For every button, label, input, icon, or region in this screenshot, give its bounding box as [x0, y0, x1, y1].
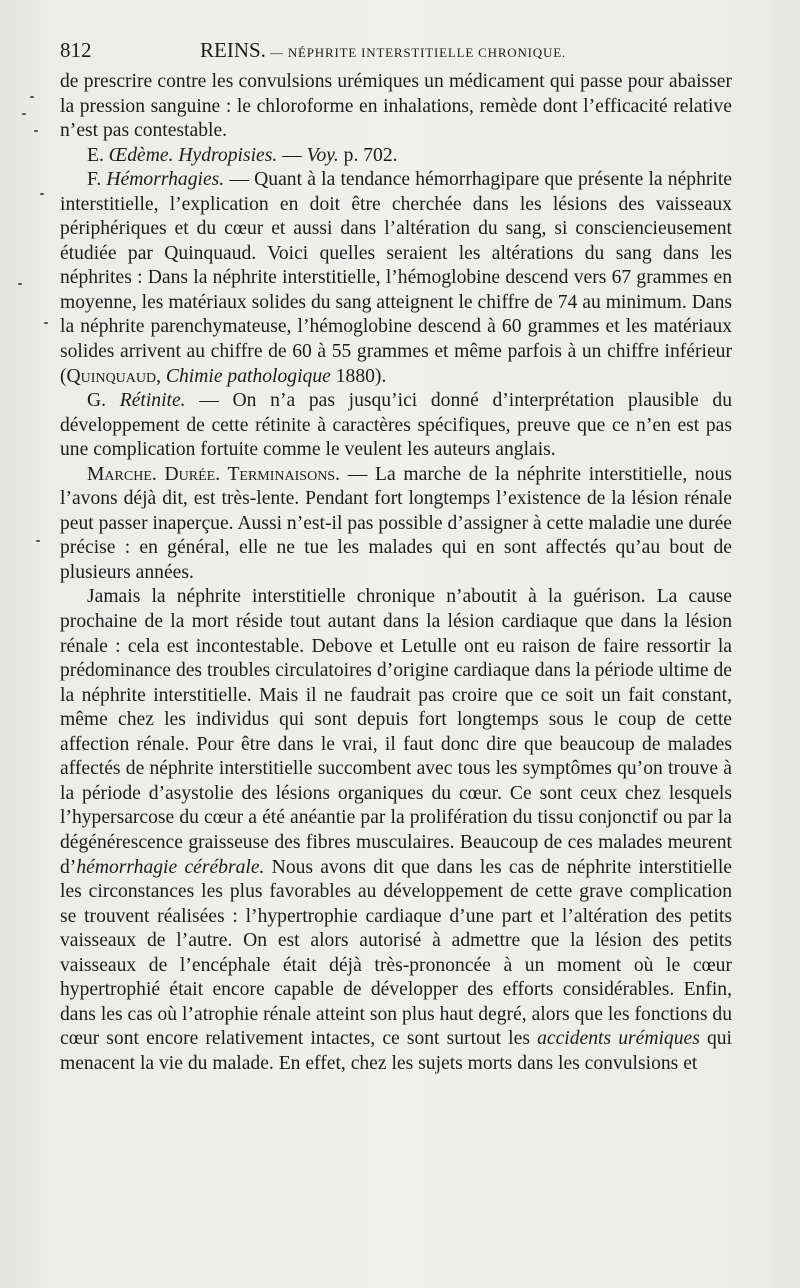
- running-title-main: REINS.: [200, 38, 266, 62]
- paragraph-hemorrhagies: [60, 168, 732, 389]
- paragraph-continuation: [60, 70, 732, 144]
- section-letter: G.: [87, 390, 120, 412]
- section-heading: Marche. Durée. Terminaisons.: [87, 463, 340, 485]
- paragraph-text: Nous avons dit que dans les cas de néphrite interstitielle les circonstances les plus favorables au développement de cette grave complication se trouvent réalisées : l’hypertrophie cardiaque d’une part et l’altération des petits vaisseaux de l’autre. On est alors autorisé à admettre que la lésion des petits vaisseaux de l’encéphale était déjà très-prononcée à un moment où le cœur hypertrophié était encore capable de développer des efforts considérables. Enfin, dans les cas où l’atrophie rénale atteint son plus haut degré, alors que les fonctions du cœur sont encore relativement intactes, ce sont surtout les: [60, 856, 732, 1050]
- margin-speck: [18, 283, 22, 285]
- margin-speck: [30, 96, 34, 98]
- paragraph-oedeme: [60, 144, 732, 169]
- margin-speck: [40, 193, 44, 195]
- paragraph-text: — Quant à la tendance hémorrhagipare que présente la néphrite interstitielle, l’explication en doit être cherchée dans les lésions des vaisseaux périphériques et du cœur et aussi dans l’altération du sang, si consciencieusement étudiée par Quinquaud. Voici quelles seraient les altérations du sang dans les néphrites : Dans la néphrite interstitielle, l’hémoglobine descend vers 67 grammes en moyenne, les matériaux solides du sang atteignent le chiffre de 74 au minimum. Dans la néphrite parenchymateuse, l’hémoglobine descend à 60 grammes et les matériaux solides arrivent au chiffre de 60 à 55 grammes et même parfois à un chiffre inférieur (: [60, 169, 732, 387]
- paragraph-text: de prescrire contre les convulsions urémiques un médicament qui passe pour abaisser la pression sanguine : le chloroforme en inhalations, remède dont l’efficacité relative n’est pas contestable.: [60, 71, 732, 142]
- emphasis-term: hémorrhagie cérébrale.: [76, 856, 265, 878]
- margin-speck: [34, 130, 38, 132]
- body-text: [60, 70, 732, 1076]
- margin-specks: [0, 0, 60, 1288]
- margin-speck: [44, 322, 48, 324]
- emphasis-term: accidents urémiques: [537, 1028, 700, 1050]
- cross-reference: Voy.: [306, 144, 339, 166]
- book-title: Chimie pathologique: [165, 365, 331, 387]
- citation-year: 1880).: [330, 365, 387, 387]
- section-title: Œdème. Hydropisies.: [108, 144, 278, 166]
- running-title: [200, 38, 566, 63]
- dash: —: [277, 144, 307, 166]
- paragraph-guerison: [60, 585, 732, 1076]
- paragraph-text: — On n’a pas jusqu’ici donné d’interprétation plausible du développement de cette rétinite à caractères spécifiques, preuve que ce n’en est pas une complication fortuite comme le veulent les auteurs anglais.: [60, 390, 732, 461]
- paragraph-retinite: [60, 389, 732, 463]
- margin-speck: [22, 113, 26, 115]
- running-header: [60, 38, 736, 66]
- paragraph-text: — La marche de la néphrite interstitielle, nous l’avons déjà dit, est très-lente. Pendant fort longtemps l’existence de la lésion rénale peut passer inaperçue. Aussi n’est-il pas possible d’assigner à cette maladie une durée précise : en général, elle ne tue les malades qui en sont affectés qu’au bout de plusieurs années.: [60, 463, 732, 583]
- margin-speck: [36, 540, 40, 542]
- paragraph-text: Jamais la néphrite interstitielle chronique n’aboutit à la guérison. La cause prochaine de la mort réside tout autant dans la lésion cardiaque que dans la lésion rénale : cela est incontestable. Debove et Letulle ont eu raison de faire ressortir la prédominance des troubles circulatoires d’origine cardiaque dans la période ultime de la néphrite interstitielle. Mais il ne faudrait pas croire que ce soit un fait constant, même chez les individus qui sont depuis fort longtemps sous le coup de cette affection rénale. Pour être dans le vrai, il faut donc dire que beaucoup de malades affectés de néphrite interstitielle succombent avec tous les symptômes qu’on trouve à la période d’asystolie des lésions organiques du cœur. Ce sont ceux chez lesquels l’hypersarcose du cœur a été anéantie par la prolifération du tissu conjonctif ou par la dégénérescence graisseuse des fibres musculaires. Beaucoup de ces malades meurent d’: [60, 586, 732, 878]
- running-title-subtitle: NÉPHRITE INTERSTITIELLE CHRONIQUE.: [287, 45, 566, 60]
- page-number: 812: [60, 38, 92, 62]
- page-reference: p. 702.: [338, 144, 398, 166]
- author-name: Quinquaud: [66, 365, 157, 387]
- section-letter: F.: [87, 169, 107, 191]
- section-letter: E.: [87, 144, 109, 166]
- section-title: Rétinite.: [119, 390, 186, 412]
- paragraph-text: qui menacent la vie du malade. En effet, chez les sujets morts dans les convulsions et: [60, 1028, 732, 1074]
- running-title-dash: —: [265, 45, 288, 60]
- separator: ,: [156, 365, 166, 387]
- section-title: Hémorrhagies.: [106, 169, 225, 191]
- paragraph-marche: [60, 463, 732, 586]
